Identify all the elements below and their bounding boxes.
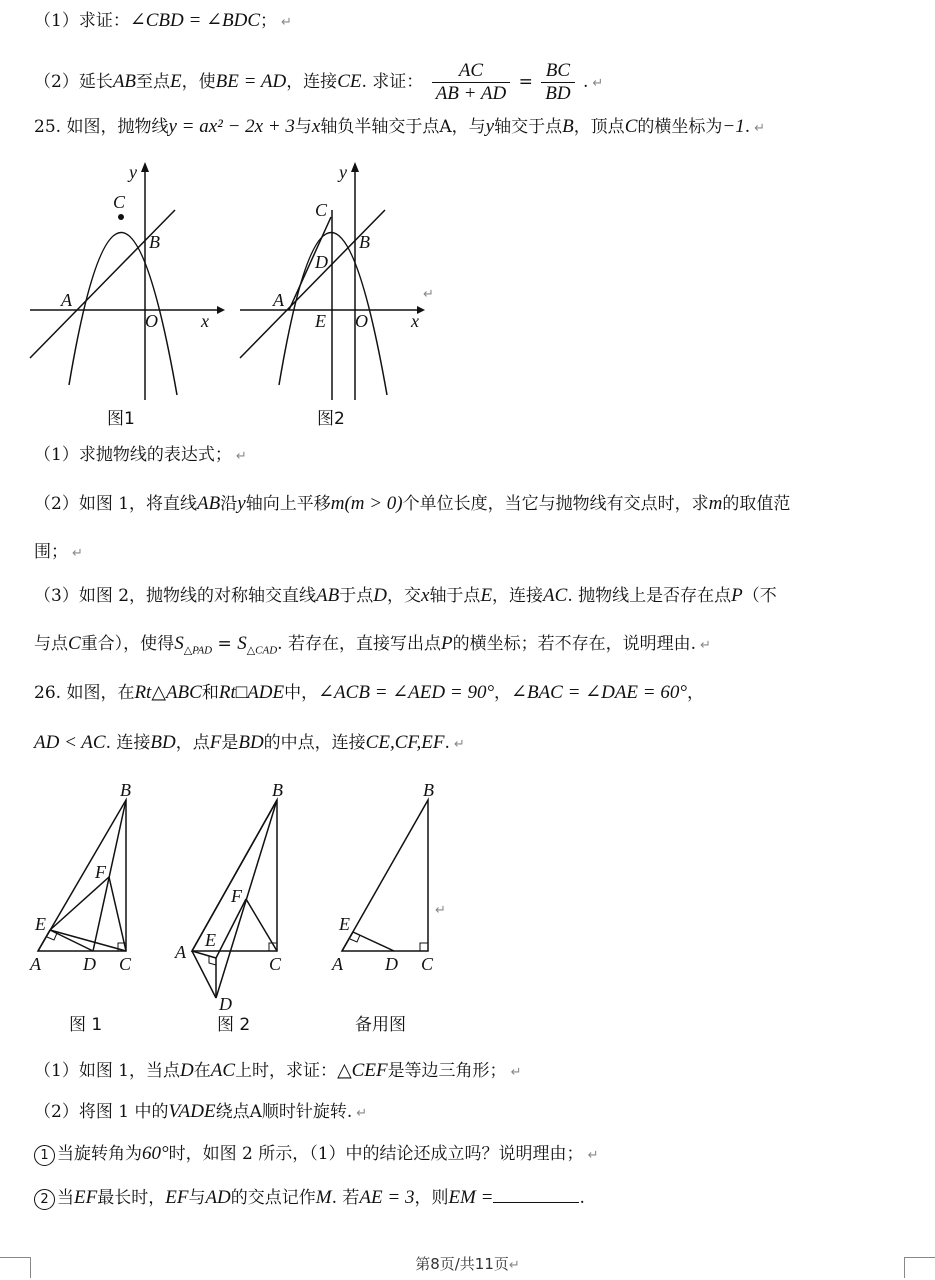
q25-stem: 25. 如图，抛物线y = ax² − 2x + 3与x轴负半轴交于点A，与y轴交于点B，顶点C的横坐标为−1. ↵ [34, 116, 766, 137]
fraction-bc-over-bd: $\frac{BC}{BD}$ [541, 60, 574, 105]
label-d: D [315, 252, 328, 272]
q26-figure-2 [174, 780, 283, 1035]
fig1-caption: 图1 [107, 409, 135, 429]
q26-figure-1 [29, 780, 132, 1035]
label-c: C [119, 954, 132, 974]
label-a: A [61, 290, 72, 310]
label-b: B [359, 232, 370, 252]
label-a: A [30, 954, 41, 974]
q25-part1: （1）求抛物线的表达式； ↵ [34, 445, 247, 465]
fig2-caption: 图2 [317, 409, 345, 429]
label-x: x [201, 311, 209, 331]
answer-blank[interactable] [493, 1186, 579, 1203]
page-footer: 第8页/共11页↵ [415, 1255, 520, 1273]
label-e: E [339, 914, 350, 934]
label-o: O [355, 311, 368, 331]
q26-figure-backup [331, 780, 446, 1035]
label-e: E [35, 914, 46, 934]
label-o: O [145, 311, 158, 331]
label-b: B [149, 232, 160, 252]
fig2-caption: 图 2 [217, 1015, 251, 1035]
q25-part3-line2: 与点C重合），使得$S_{\triangle PAD} = S_{\triangle CAD}$. 若存在，直接写出点P的横坐标；若不存在，说明理由. ↵ [34, 633, 711, 657]
label-y: y [339, 162, 347, 182]
q26-sub1: 1 当旋转角为60°时，如图 2 所示，（1）中的结论还成立吗？说明理由； ↵ [34, 1143, 598, 1167]
label-c: C [113, 192, 126, 212]
circled-number-1: 1 [34, 1145, 55, 1166]
label-c: C [269, 954, 282, 974]
q26-figures [25, 778, 455, 1040]
label-a: A [175, 942, 186, 962]
q25-part2: （2）如图 1，将直线AB沿y轴向上平移m(m > 0)个单位长度，当它与抛物线有交点时，求m的取值范 [34, 493, 791, 514]
label-f: F [231, 886, 242, 906]
fig3-caption: 备用图 [355, 1015, 406, 1035]
label-b: B [423, 780, 434, 800]
label-a: A [332, 954, 343, 974]
q26-part2: （2）将图 1 中的VADE绕点A顺时针旋转. ↵ [34, 1101, 368, 1122]
q25-figure-1 [25, 160, 225, 435]
label-a: A [273, 290, 284, 310]
label-e: E [315, 311, 326, 331]
q24-part2: （2）延长AB至点E，使BE = AD，连接CE. 求证： $\frac{AC}{AB + AD}$ = $\frac{BC}{BD}$ . ↵ [34, 60, 604, 104]
parabola [279, 232, 387, 395]
label-b: B [272, 780, 283, 800]
q25-figure-2 [235, 160, 445, 435]
label-c: C [421, 954, 434, 974]
q26-stem: 26. 如图，在Rt△ABC和Rt□ADE中，∠ACB = ∠AED = 90°，∠BAC = ∠DAE = 60°， [34, 682, 704, 703]
label-c: C [315, 200, 328, 220]
q25-part3: （3）如图 2，抛物线的对称轴交直线AB于点D，交x轴于点E，连接AC. 抛物线上是否存在点P（不 [34, 585, 777, 606]
q26-stem-line2: AD < AC. 连接BD，点F是BD的中点，连接CE,CF,EF. ↵ [34, 732, 465, 753]
label-d: D [219, 994, 232, 1014]
parabola [69, 232, 177, 395]
q26-part1: （1）如图 1，当点D在AC上时，求证：△CEF是等边三角形； ↵ [34, 1060, 522, 1081]
label-e: E [205, 930, 216, 950]
svg-text:↵: ↵ [423, 286, 434, 301]
circled-number-2: 2 [34, 1189, 55, 1210]
label-b: B [120, 780, 131, 800]
svg-text:↵: ↵ [435, 902, 446, 917]
fig1-caption: 图 1 [69, 1015, 103, 1035]
label-d: D [385, 954, 398, 974]
q24-part1: （1）求证：∠CBD = ∠BDC； ↵ [34, 10, 292, 31]
label-y: y [129, 162, 137, 182]
label-x: x [411, 311, 419, 331]
vertex-c-point [118, 214, 124, 220]
q26-sub2: 2 当EF最长时，EF与AD的交点记作M. 若AE = 3，则EM = . [34, 1186, 585, 1210]
q25-part2-line2: 围； ↵ [34, 542, 83, 562]
label-d: D [83, 954, 96, 974]
label-f: F [95, 862, 106, 882]
fraction-ac-over-ab-ad: $\frac{AC}{AB + AD}$ [432, 60, 511, 105]
